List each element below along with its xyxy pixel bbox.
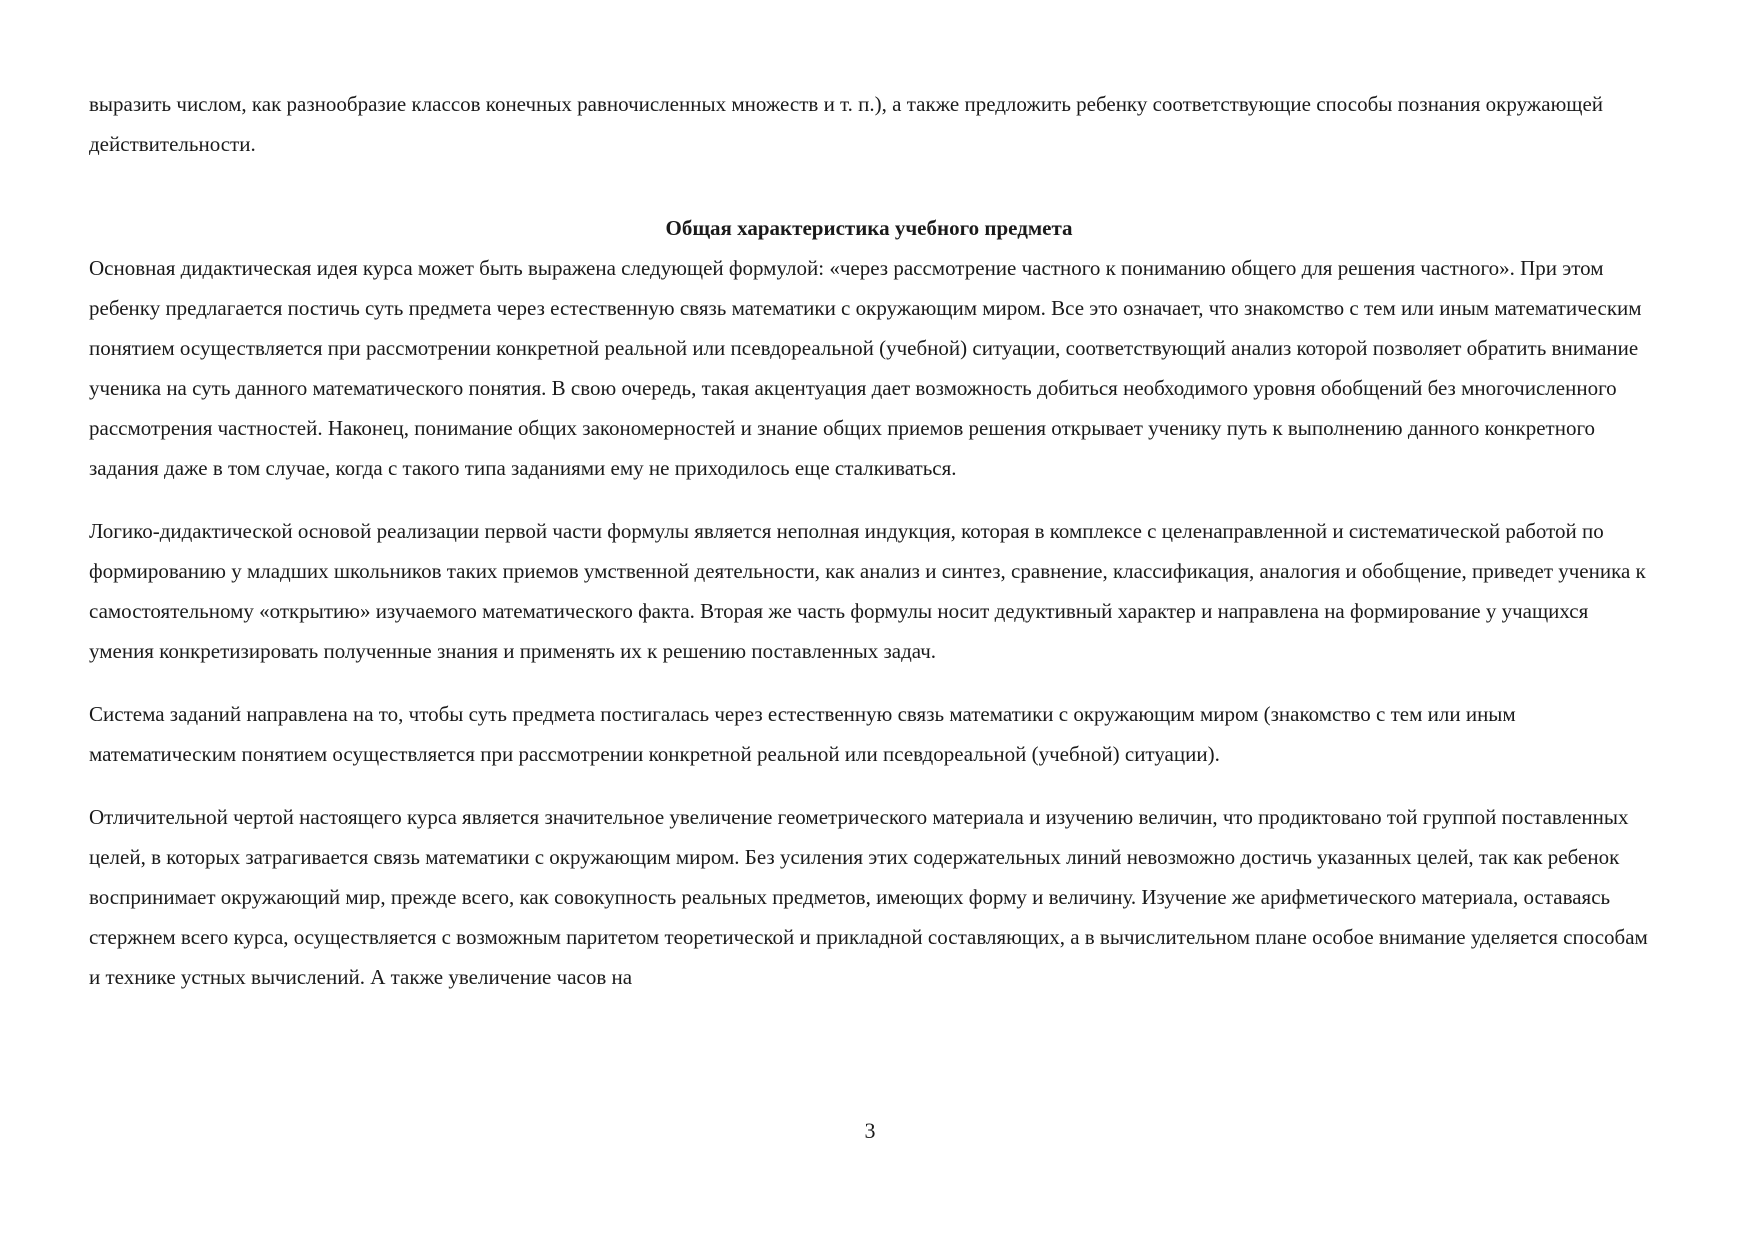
page-number: 3 [864, 1118, 876, 1143]
section-heading: Общая характеристика учебного предмета [665, 216, 1073, 240]
paragraph-task-system: Система заданий направлена на то, чтобы суть предмета постигалась через естественную связь математики с окружающим миром (знакомство с тем или иным математическим понятием осуществляется при рассмотрении конкретной реальной или псевдореальной (учебной) ситуации). [89, 702, 1516, 766]
paragraph-distinctive-feature: Отличительной чертой настоящего курса является значительное увеличение геометрического материала и изучению величин, что продиктовано той группой поставленных целей, в которых затрагивается связь математики с окружающим миром. Без усиления этих содержательных линий невозможно достичь указанных целей, так как ребенок воспринимает окружающий мир, прежде всего, как совокупность реальных предметов, имеющих форму и величину. Изучение же арифметического материала, оставаясь стержнем всего курса, осуществляется с возможным паритетом теоретической и прикладной составляющих, а в вычислительном плане особое внимание уделяется способам и технике устных вычислений. А также увеличение часов на [89, 805, 1648, 989]
intro-paragraph: выразить числом, как разнообразие классов конечных равночисленных множеств и т. п.), а также предложить ребенку соответствующие способы познания окружающей действительности. [89, 92, 1604, 156]
paragraph-logic-didactic-basis: Логико-дидактической основой реализации первой части формулы является неполная индукция, которая в комплексе с целенаправленной и систематической работой по формированию у младших школьников таких приемов умственной деятельности, как анализ и синтез, сравнение, классификация, аналогия и обобщение, приведет ученика к самостоятельному «открытию» изучаемого математического факта. Вторая же часть формулы носит дедуктивный характер и направлена на формирование у учащихся умения конкретизировать полученные знания и применять их к решению поставленных задач. [89, 519, 1646, 663]
page-body [89, 84, 1649, 1020]
paragraph-didactic-idea: Основная дидактическая идея курса может быть выражена следующей формулой: «через рассмотрение частного к пониманию общего для решения частного». При этом ребенку предлагается постичь суть предмета через естественную связь математики с окружающим миром. Все это означает, что знакомство с тем или иным математическим понятием осуществляется при рассмотрении конкретной реальной или псевдореальной (учебной) ситуации, соответствующий анализ которой позволяет обратить внимание ученика на суть данного математического понятия. В свою очередь, такая акцентуация дает возможность добиться необходимого уровня обобщений без многочисленного рассмотрения частностей. Наконец, понимание общих закономерностей и знание общих приемов решения открывает ученику путь к выполнению данного конкретного задания даже в том случае, когда с такого типа заданиями ему не приходилось еще сталкиваться. [89, 256, 1642, 480]
